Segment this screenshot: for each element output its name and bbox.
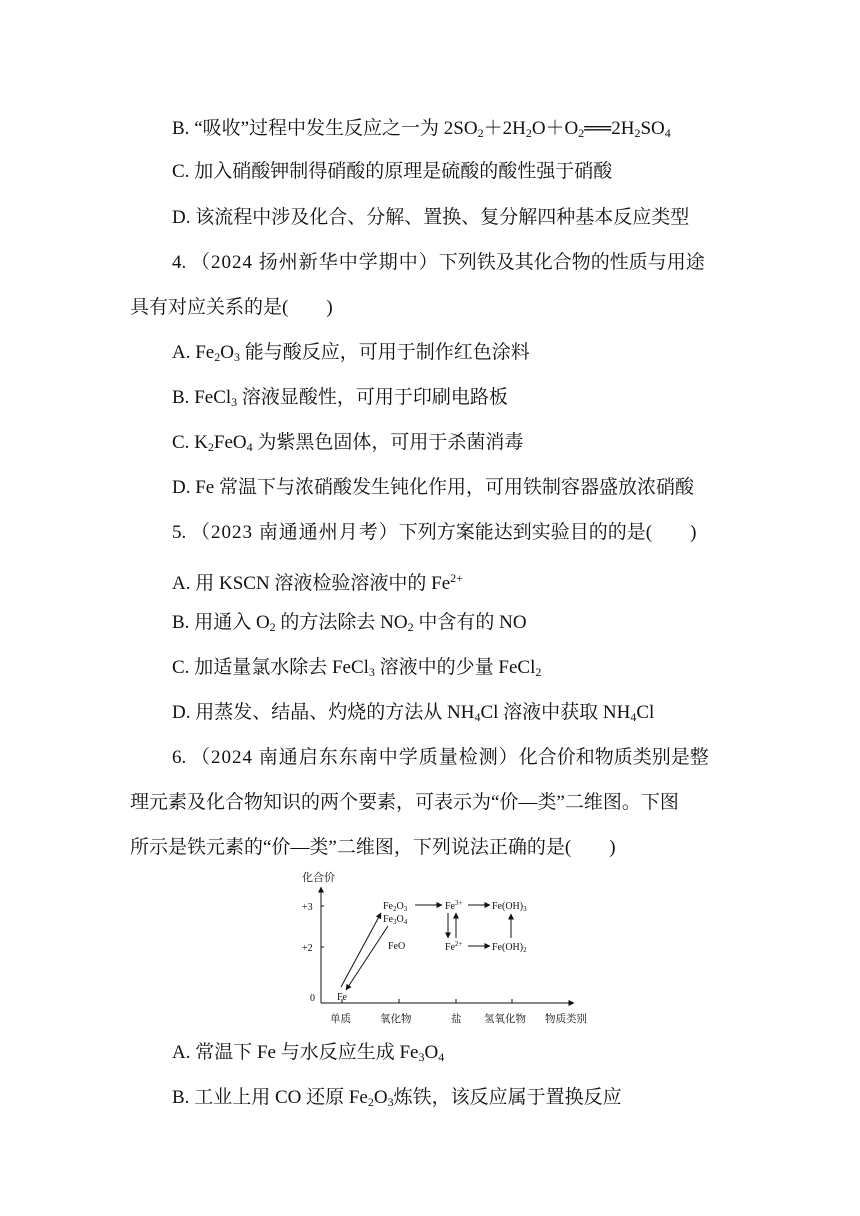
q4-option-c: C. $K_2FeO_4$ 为紫黑色固体，可用于杀菌消毒	[172, 432, 524, 454]
option-label: A.	[172, 573, 191, 594]
arrow-fe-to-fe2o3	[341, 913, 381, 987]
option-label: D.	[172, 702, 191, 723]
option-label: C.	[172, 657, 190, 678]
question-source: （2023 南通通州月考）	[191, 522, 399, 543]
q6-stem-line3: 所示是铁元素的“价—类”二维图，下列说法正确的是( )	[130, 837, 616, 858]
feoh3-label: $Fe(OH)_3$	[492, 901, 527, 913]
option-label: B.	[172, 118, 190, 139]
arrow-fe3o4-to-fe	[346, 926, 388, 990]
feo-label: FeO	[388, 941, 406, 952]
fe3plus-label: $Fe^{3+}$	[445, 899, 463, 912]
q4-option-d: D. Fe 常温下与浓硝酸发生钝化作用，可用铁制容器盛放浓硝酸	[172, 477, 694, 498]
q6-option-a: A. 常温下 Fe 与水反应生成 $Fe_3O_4$	[172, 1042, 445, 1064]
q5-option-a: A. 用 KSCN 溶液检验溶液中的 $Fe^{2+}$	[172, 571, 463, 594]
question-source: （2024 扬州新华中学期中）	[191, 252, 439, 273]
question-number: 4.	[172, 252, 187, 273]
x-tick-label: 物质类别	[545, 1014, 587, 1025]
y-tick-label: +3	[302, 902, 313, 913]
option-label: B.	[172, 387, 190, 408]
q5-option-b: B. 用通入 $O_2$ 的方法除去 $NO_2$ 中含有的 NO	[172, 612, 527, 634]
feoh2-label: $Fe(OH)_2$	[492, 942, 527, 954]
option-label: B.	[172, 612, 190, 633]
y-tick-label: +2	[302, 943, 313, 954]
q4-stem-line1: 4. （2024 扬州新华中学期中）下列铁及其化合物的性质与用途	[172, 252, 705, 273]
fe2plus-label: $Fe^{2+}$	[445, 940, 463, 953]
question-number: 6.	[172, 747, 187, 768]
y-tick-label: 0	[310, 993, 315, 1004]
q4-option-b: B. FeCl$_3$ 溶液显酸性，可用于印刷电路板	[172, 387, 508, 409]
fe-label: Fe	[337, 992, 347, 1003]
q5-stem: 5. （2023 南通通州月考）下列方案能达到实验目的的是( )	[172, 522, 697, 543]
option-label: A.	[172, 342, 191, 363]
q4-option-a: A. $Fe_2O_3$ 能与酸反应，可用于制作红色涂料	[172, 342, 530, 364]
valence-class-diagram	[296, 865, 606, 1035]
q6-option-b: B. 工业上用 CO 还原 $Fe_2O_3$炼铁，该反应属于置换反应	[172, 1087, 622, 1109]
option-label: B.	[172, 1087, 190, 1108]
q3-option-b: B. “吸收”过程中发生反应之一为 $2SO_2+2H_2O+O_2══2H_2SO_4$	[172, 118, 671, 140]
x-tick-label: 氢氧化物	[484, 1014, 526, 1025]
q3-option-d: D. 该流程中涉及化合、分解、置换、复分解四种基本反应类型	[172, 207, 690, 228]
x-tick-label: 盐	[451, 1014, 462, 1025]
q3-option-c: C. 加入硝酸钾制得硝酸的原理是硫酸的酸性强于硝酸	[172, 161, 613, 182]
question-source: （2024 南通启东东南中学质量检测）	[191, 747, 519, 768]
option-label: C.	[172, 432, 190, 453]
option-label: A.	[172, 1042, 191, 1063]
option-label: D.	[172, 477, 191, 498]
y-axis-title: 化合价	[302, 872, 335, 884]
fe3o4-label: $Fe_3O_4$	[383, 914, 408, 926]
q6-stem-line1: 6. （2024 南通启东东南中学质量检测）化合价和物质类别是整	[172, 747, 709, 768]
question-number: 5.	[172, 522, 187, 543]
q5-option-c: C. 加适量氯水除去 FeCl$_3$ 溶液中的少量 FeCl$_2$	[172, 657, 542, 679]
fe2o3-label: $Fe_2O_3$	[383, 901, 408, 913]
q5-option-d: D. 用蒸发、结晶、灼烧的方法从 $NH_4Cl$ 溶液中获取 $NH_4Cl$	[172, 702, 655, 724]
x-tick-label: 单质	[330, 1014, 351, 1025]
x-tick-label: 氧化物	[380, 1014, 412, 1025]
q6-stem-line2: 理元素及化合物知识的两个要素，可表示为“价—类”二维图。下图	[130, 792, 679, 813]
option-label: C.	[172, 161, 190, 182]
q4-stem-line2: 具有对应关系的是( )	[130, 297, 333, 318]
option-label: D.	[172, 207, 191, 228]
